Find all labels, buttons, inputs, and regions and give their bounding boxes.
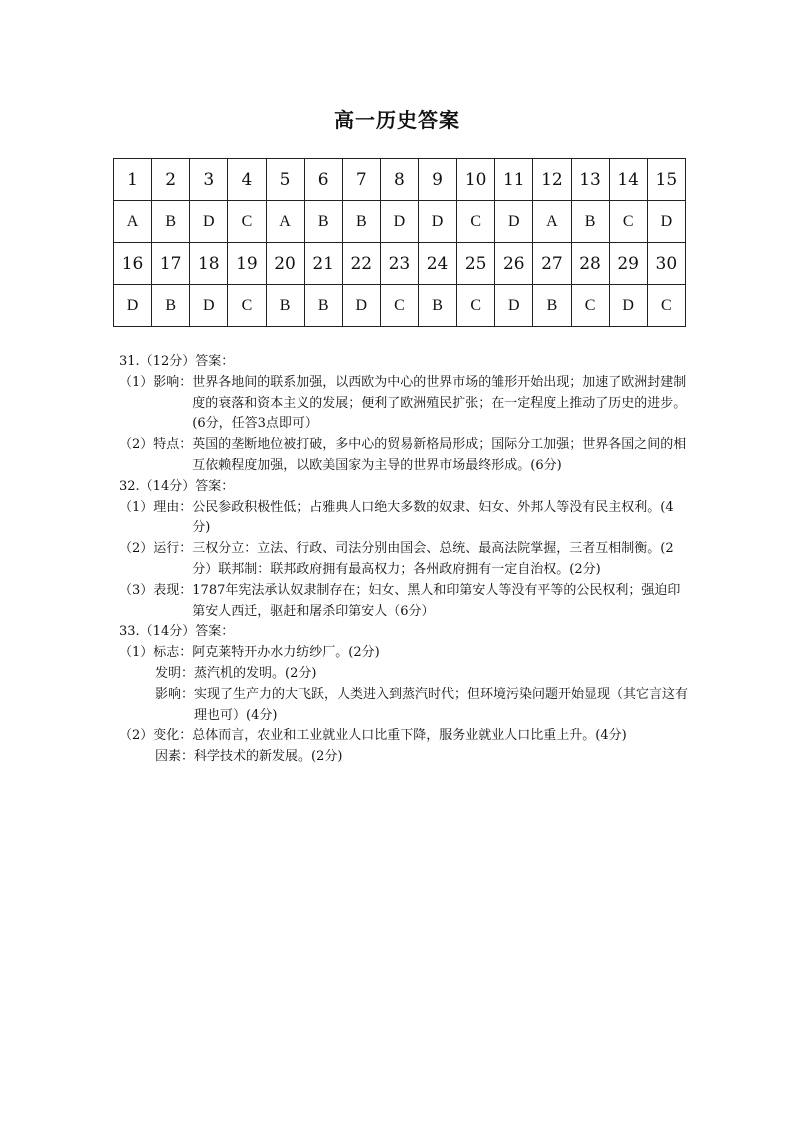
table-row xyxy=(114,201,686,243)
answer-cell: B xyxy=(266,285,304,327)
answer-cell: C xyxy=(609,201,647,243)
item-label: （1）理由： xyxy=(119,499,193,515)
answer-cell: D xyxy=(114,285,152,327)
table-row xyxy=(114,285,686,327)
answer-cell: D xyxy=(380,201,418,243)
answer-item xyxy=(119,726,689,747)
answer-cell: C xyxy=(228,201,266,243)
question-number-cell: 13 xyxy=(571,159,609,201)
answer-cell: B xyxy=(533,285,571,327)
table-row xyxy=(114,243,686,285)
answer-cell: B xyxy=(152,285,190,327)
answer-subitem xyxy=(119,664,689,685)
question-number-cell: 14 xyxy=(609,159,647,201)
question-number-cell: 4 xyxy=(228,159,266,201)
answer-cell: A xyxy=(533,201,571,243)
question-number-cell: 29 xyxy=(609,243,647,285)
question-32 xyxy=(119,477,689,623)
answer-item xyxy=(119,581,689,623)
question-number-cell: 19 xyxy=(228,243,266,285)
question-number-cell: 18 xyxy=(190,243,228,285)
answer-cell: A xyxy=(266,201,304,243)
question-heading: 33.（14分）答案： xyxy=(119,624,235,640)
answer-cell: C xyxy=(380,285,418,327)
answer-item xyxy=(119,643,689,664)
question-heading: 32.（14分）答案： xyxy=(119,478,235,494)
subitem-text: 蒸汽机的发明。(2分) xyxy=(194,665,317,681)
question-number-cell: 1 xyxy=(114,159,152,201)
answer-item xyxy=(119,498,689,540)
answer-item xyxy=(119,373,689,435)
question-number-cell: 5 xyxy=(266,159,304,201)
question-number-cell: 15 xyxy=(647,159,685,201)
question-number-cell: 25 xyxy=(457,243,495,285)
question-number-cell: 3 xyxy=(190,159,228,201)
question-number-cell: 28 xyxy=(571,243,609,285)
question-number-cell: 26 xyxy=(495,243,533,285)
question-number-cell: 30 xyxy=(647,243,685,285)
answer-cell: D xyxy=(495,201,533,243)
subitem-text: 实现了生产力的大飞跃，人类进入到蒸汽时代；但环境污染问题开始显现（其它言这有理也可）(4分) xyxy=(194,686,689,723)
question-number-cell: 12 xyxy=(533,159,571,201)
answer-subitem xyxy=(119,685,689,727)
question-number-cell: 9 xyxy=(419,159,457,201)
question-number-cell: 10 xyxy=(457,159,495,201)
question-number-cell: 6 xyxy=(304,159,342,201)
item-text: 三权分立：立法、行政、司法分别由国会、总统、最高法院掌握，三者互相制衡。(2分）联邦制：联邦政府拥有最高权力；各州政府拥有一定自治权。(2分) xyxy=(192,541,674,577)
answer-cell: B xyxy=(304,201,342,243)
answer-cell: D xyxy=(495,285,533,327)
item-label: （2）特点： xyxy=(119,437,193,453)
answer-cell: A xyxy=(114,201,152,243)
answer-cell: C xyxy=(457,285,495,327)
answer-cell: D xyxy=(342,285,380,327)
table-row xyxy=(114,159,686,201)
item-text: 公民参政积极性低；占雅典人口绝大多数的奴隶、妇女、外邦人等没有民主权利。(4分) xyxy=(192,499,674,536)
answer-subitem xyxy=(119,747,689,768)
answer-cell: C xyxy=(228,285,266,327)
answer-cell: C xyxy=(647,285,685,327)
answer-cell: D xyxy=(647,201,685,243)
question-number-cell: 11 xyxy=(495,159,533,201)
question-31 xyxy=(119,352,689,477)
answer-item xyxy=(119,539,689,581)
choice-answer-table xyxy=(113,158,686,327)
question-heading: 31.（12分）答案： xyxy=(119,354,235,369)
answer-cell: C xyxy=(571,285,609,327)
item-label: （3）表现： xyxy=(119,582,193,598)
answer-cell: B xyxy=(152,201,190,243)
question-number-cell: 27 xyxy=(533,243,571,285)
question-number-cell: 20 xyxy=(266,243,304,285)
question-number-cell: 24 xyxy=(419,243,457,285)
answer-item xyxy=(119,435,689,477)
answer-cell: B xyxy=(304,285,342,327)
question-number-cell: 2 xyxy=(152,159,190,201)
question-number-cell: 8 xyxy=(380,159,418,201)
item-text: 世界各地间的联系加强，以西欧为中心的世界市场的雏形开始出现；加速了欧洲封建制度的衰落和资本主义的发展；便利了欧洲殖民扩张；在一定程度上推动了历史的进步。(6分，任答3点即可） xyxy=(192,374,687,432)
item-label: （2）变化： xyxy=(119,728,193,744)
answer-cell: B xyxy=(419,285,457,327)
answer-cell: B xyxy=(571,201,609,243)
item-text: 总体而言，农业和工业就业人口比重下降，服务业就业人口比重上升。(4分) xyxy=(192,728,627,744)
answer-cell: C xyxy=(457,201,495,243)
item-label: （2）运行： xyxy=(119,541,193,557)
item-label: （1）影响： xyxy=(119,374,193,390)
question-number-cell: 23 xyxy=(380,243,418,285)
subitem-text: 科学技术的新发展。(2分) xyxy=(194,749,343,765)
item-text: 阿克莱特开办水力纺纱厂。(2分) xyxy=(192,645,380,661)
subitem-label: 发明： xyxy=(155,665,195,681)
answer-cell: D xyxy=(419,201,457,243)
question-number-cell: 16 xyxy=(114,243,152,285)
item-label: （1）标志： xyxy=(119,645,193,661)
answer-cell: D xyxy=(609,285,647,327)
question-number-cell: 22 xyxy=(342,243,380,285)
subitem-label: 影响： xyxy=(155,686,195,702)
question-number-cell: 17 xyxy=(152,243,190,285)
answer-cell: D xyxy=(190,285,228,327)
question-33 xyxy=(119,622,689,768)
page-title: 高一历史答案 xyxy=(334,108,460,132)
answer-cell: D xyxy=(190,201,228,243)
subitem-label: 因素： xyxy=(155,749,195,765)
item-text: 英国的垄断地位被打破，多中心的贸易新格局形成；国际分工加强；世界各国之间的相互依赖程度加强，以欧美国家为主导的世界市场最终形成。(6分) xyxy=(192,437,687,473)
answer-cell: B xyxy=(342,201,380,243)
answer-section xyxy=(119,352,689,768)
item-text: 1787年宪法承认奴隶制存在；妇女、黑人和印第安人等没有平等的公民权利；强迫印第安人西迁，驱赶和屠杀印第安人（6分） xyxy=(192,582,681,619)
question-number-cell: 21 xyxy=(304,243,342,285)
question-number-cell: 7 xyxy=(342,159,380,201)
